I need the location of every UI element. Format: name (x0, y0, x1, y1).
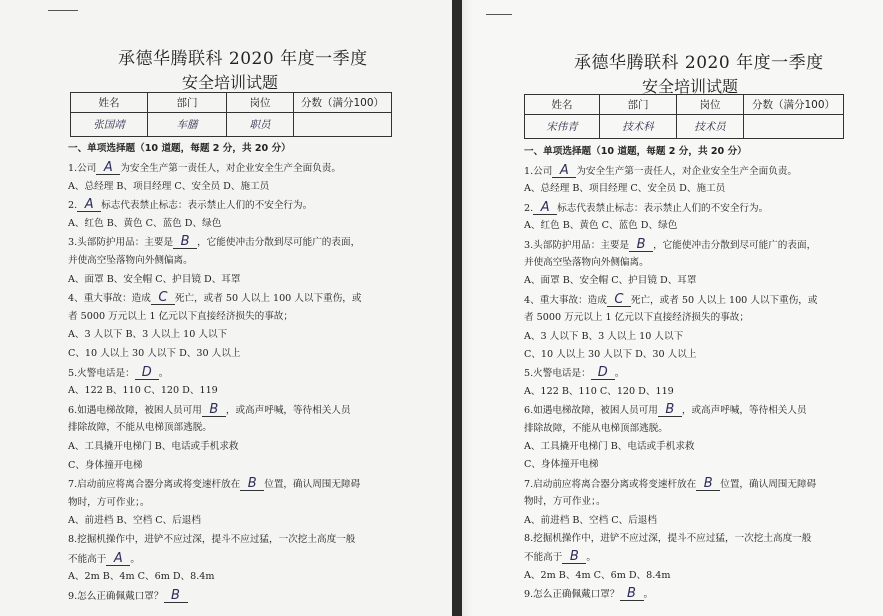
question-line: A、122 B、110 C、120 D、119 (524, 385, 674, 397)
filled-dept: 车膳 (148, 113, 227, 137)
info-table (70, 92, 392, 137)
question-line: A、红色 B、黄色 C、蓝色 D、绿色 (524, 220, 678, 232)
question-line: A、面罩 B、安全帽 C、护目镜 D、耳罩 (68, 273, 241, 285)
question-text: 。 (643, 589, 654, 601)
question-text: 死亡，或者 50 人以上 100 人以下重伤，或 (174, 293, 362, 305)
handwritten-answer: D (135, 367, 159, 380)
header-score: 分数（满分100） (744, 95, 844, 115)
question-line (524, 236, 817, 252)
exam-subtitle: 安全培训试题 (182, 73, 279, 92)
question-line (524, 165, 797, 178)
right-exam-sheet (462, 0, 883, 616)
question-text: 6.如遇电梯故障，被困人员可用 (68, 404, 202, 416)
question-line (68, 236, 360, 249)
exam-subtitle: 安全培训试题 (642, 77, 739, 96)
question-line: 物时，方可作业；。 (524, 496, 606, 508)
filled-post: 职员 (227, 113, 294, 137)
page-edge-shadow (462, 0, 472, 616)
question-text: 2. (68, 200, 78, 212)
question-text: 标志代表禁止标志：表示禁止人们的不安全行为。 (101, 200, 313, 212)
handwritten-answer: C (151, 292, 175, 305)
question-line: A、前进档 B、空档 C、后退档 (68, 515, 201, 527)
question-text: 4、重大事故：造成 (524, 294, 607, 306)
question-text: 位置，确认周围无障碍 (720, 478, 817, 490)
question-line: A、3 人以下 B、3 人以上 10 人以下 (524, 330, 684, 342)
question-text: 标志代表禁止标志：表示禁止人们的不安全行为。 (557, 202, 769, 214)
question-line (68, 199, 312, 212)
question-text: 5.火警电话是： (524, 368, 591, 380)
filled-name: 宋伟青 (525, 115, 600, 139)
question-text: 4、重大事故：造成 (68, 293, 151, 305)
exam-title: 承德华腾联科 2020 年度一季度 (118, 49, 368, 69)
question-text: 为安全生产第一责任人，对企业安全生产全面负责。 (120, 163, 341, 174)
section-heading: 一、单项选择题（10 道题，每题 2 分，共 20 分） (524, 146, 747, 157)
question-text: 1.公司 (524, 166, 553, 177)
question-line: C、10 人以上 30 人以下 D、30 人以上 (68, 348, 241, 359)
handwritten-answer: B (696, 478, 720, 491)
filled-score (744, 115, 844, 139)
handwritten-answer: A (77, 199, 101, 212)
question-line (524, 367, 624, 380)
question-line: 物时，方可作业；。 (68, 496, 150, 508)
question-line: A、工具撬开电梯门 B、电话或手机求救 (524, 441, 695, 452)
question-line: 排除故障，不能从电梯顶部逃脱。 (524, 422, 668, 434)
question-text: 死亡，或者 50 人以上 100 人以下重伤，或 (630, 294, 818, 306)
question-text: 1.公司 (68, 163, 97, 174)
filled-score (294, 113, 392, 137)
question-line (524, 551, 596, 564)
question-line: C、身体撞开电梯 (524, 459, 599, 471)
handwritten-answer: B (240, 478, 264, 491)
question-line: 8.挖掘机操作中，进铲不应过深，提斗不应过猛，一次挖土高度一般 (68, 534, 356, 545)
question-line: 并使高空坠落物向外侧偏离。 (524, 257, 649, 268)
exam-title: 承德华腾联科 2020 年度一季度 (574, 53, 824, 73)
question-text: 不能高于 (524, 552, 563, 564)
question-text: 。 (158, 367, 169, 379)
handwritten-answer: B (164, 590, 188, 603)
question-line (524, 475, 817, 491)
question-line: A、总经理 B、项目经理 C、安全员 D、施工员 (68, 180, 270, 192)
handwritten-answer: A (106, 553, 130, 566)
question-text: 2. (524, 202, 534, 214)
question-text: ，它能使冲击分散到尽可能广的表面， (653, 239, 817, 251)
question-text: 为安全生产第一责任人，对企业安全生产全面负责。 (576, 166, 797, 177)
question-text: 9.怎么正确佩戴口罩？ (524, 589, 620, 601)
question-line: A、面罩 B、安全帽 C、护目镜 D、耳罩 (524, 275, 697, 287)
question-line: 者 5000 万元以上 1 亿元以下直接经济损失的事故； (524, 312, 749, 324)
question-line (68, 587, 188, 603)
question-line (68, 401, 351, 417)
question-line: A、总经理 B、项目经理 C、安全员 D、施工员 (524, 183, 726, 195)
question-text: 3.头部防护用品：主要是 (524, 239, 630, 251)
handwritten-answer: A (533, 202, 557, 215)
header-post: 岗位 (227, 93, 294, 113)
question-text: ，它能使冲击分散到尽可能广的表面， (197, 237, 361, 249)
pen-mark (48, 10, 78, 11)
question-text: 不能高于 (68, 553, 107, 565)
question-line: C、身体撞开电梯 (68, 459, 143, 471)
question-text: 5.火警电话是： (68, 367, 135, 379)
question-text: ，或高声呼喊，等待相关人员 (681, 405, 807, 417)
question-text: 。 (614, 368, 625, 380)
handwritten-answer: A (552, 165, 576, 178)
question-line: C、10 人以上 30 人以下 D、30 人以上 (524, 349, 697, 360)
question-line: A、前进档 B、空档 C、后退档 (524, 514, 657, 526)
pen-mark (486, 14, 512, 15)
header-score: 分数（满分100） (294, 93, 392, 113)
handwritten-answer: B (658, 404, 682, 417)
question-line: A、2m B、4m C、6m D、8.4m (524, 569, 671, 581)
question-text: 9.怎么正确佩戴口罩？ (68, 590, 164, 602)
question-line (524, 404, 807, 417)
handwritten-answer: B (562, 551, 586, 564)
question-line (68, 478, 360, 491)
question-line: 并使高空坠落物向外侧偏离。 (68, 255, 193, 266)
question-line: 8.挖掘机操作中，进铲不应过深，提斗不应过猛，一次挖土高度一般 (524, 533, 812, 544)
section-heading: 一、单项选择题（10 道题，每题 2 分，共 20 分） (68, 143, 291, 154)
question-text: 7.启动前应将离合器分离或将变速杆放在 (68, 479, 241, 491)
header-dept: 部门 (148, 93, 227, 113)
question-text: 6.如遇电梯故障，被困人员可用 (524, 405, 658, 417)
filled-name: 张国靖 (71, 113, 148, 137)
question-line: A、2m B、4m C、6m D、8.4m (68, 571, 215, 583)
question-line (68, 292, 361, 305)
handwritten-answer: C (607, 294, 631, 307)
question-line: A、红色 B、黄色 C、蓝色 D、绿色 (68, 217, 222, 229)
question-line: 者 5000 万元以上 1 亿元以下直接经济损失的事故； (68, 310, 293, 322)
header-dept: 部门 (600, 95, 677, 115)
filled-post: 技术员 (677, 115, 744, 139)
question-text: 。 (130, 553, 140, 565)
handwritten-answer: B (173, 236, 197, 249)
question-text: 7.启动前应将离合器分离或将变速杆放在 (524, 478, 697, 490)
handwritten-answer: B (202, 404, 226, 417)
question-text: 位置，确认周围无障碍 (264, 479, 361, 491)
header-post: 岗位 (677, 95, 744, 115)
handwritten-answer: D (591, 367, 615, 380)
question-line (68, 550, 140, 566)
question-line (68, 162, 341, 175)
question-text: 3.头部防护用品：主要是 (68, 237, 174, 249)
question-line: A、122 B、110 C、120 D、119 (68, 385, 218, 397)
handwritten-answer: B (620, 588, 644, 601)
handwritten-answer: A (96, 162, 120, 175)
question-line: 排除故障，不能从电梯顶部逃脱。 (68, 422, 212, 434)
question-text: ，或高声呼喊，等待相关人员 (225, 404, 351, 416)
header-name: 姓名 (525, 95, 600, 115)
question-line: A、工具撬开电梯门 B、电话或手机求救 (68, 441, 239, 452)
question-line (68, 364, 169, 380)
info-table (524, 94, 844, 139)
question-line (524, 588, 653, 601)
question-line (524, 291, 818, 307)
filled-dept: 技术科 (600, 115, 677, 139)
header-name: 姓名 (71, 93, 148, 113)
question-text: 。 (586, 552, 596, 564)
question-line: A、3 人以下 B、3 人以上 10 人以下 (68, 329, 228, 341)
handwritten-answer: B (629, 239, 653, 252)
question-line (524, 199, 769, 215)
